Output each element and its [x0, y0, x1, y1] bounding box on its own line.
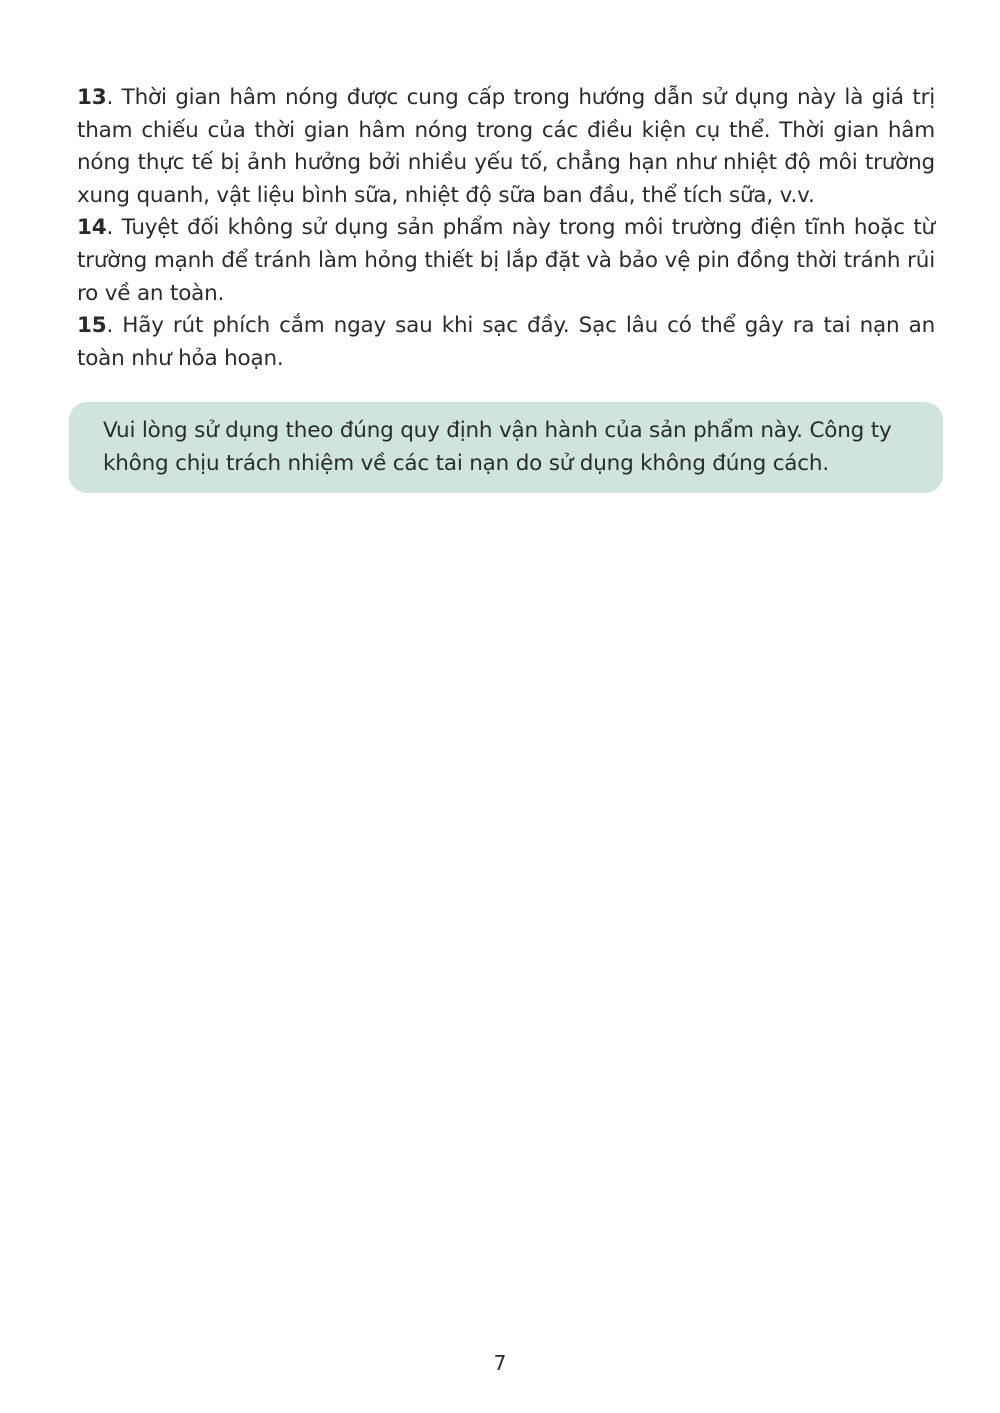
item-text: . Tuyệt đối không sử dụng sản phẩm này trong môi trường điện tĩnh hoặc từ trường mạnh để tránh làm hỏng thiết bị lắp đặt và bảo vệ pin đồng thời tránh rủi ro về an toàn.: [77, 215, 935, 306]
safety-instructions-list: [77, 82, 935, 375]
notice-text: Vui lòng sử dụng theo đúng quy định vận hành của sản phẩm này. Công ty không chịu trách nhiệm về các tai nạn do sử dụng không đúng cách.: [103, 418, 892, 476]
item-number: 15: [77, 313, 107, 339]
notice-box: [69, 402, 943, 493]
page-number: 7: [493, 1351, 507, 1375]
instruction-item-13: [77, 82, 935, 212]
item-text: . Thời gian hâm nóng được cung cấp trong hướng dẫn sử dụng này là giá trị tham chiếu của thời gian hâm nóng trong các điều kiện cụ thể. Thời gian hâm nóng thực tế bị ảnh hưởng bởi nhiều yếu tố, chẳng hạn như nhiệt độ môi trường xung quanh, vật liệu bình sữa, nhiệt độ sữa ban đầu, thể tích sữa, v.v.: [77, 85, 935, 208]
item-number: 14: [77, 215, 107, 241]
item-number: 13: [77, 85, 107, 110]
item-text: . Hãy rút phích cắm ngay sau khi sạc đầy. Sạc lâu có thể gây ra tai nạn an toàn như hỏa hoạn.: [77, 313, 935, 371]
instruction-item-14: [77, 212, 935, 310]
instruction-item-15: [77, 310, 935, 375]
